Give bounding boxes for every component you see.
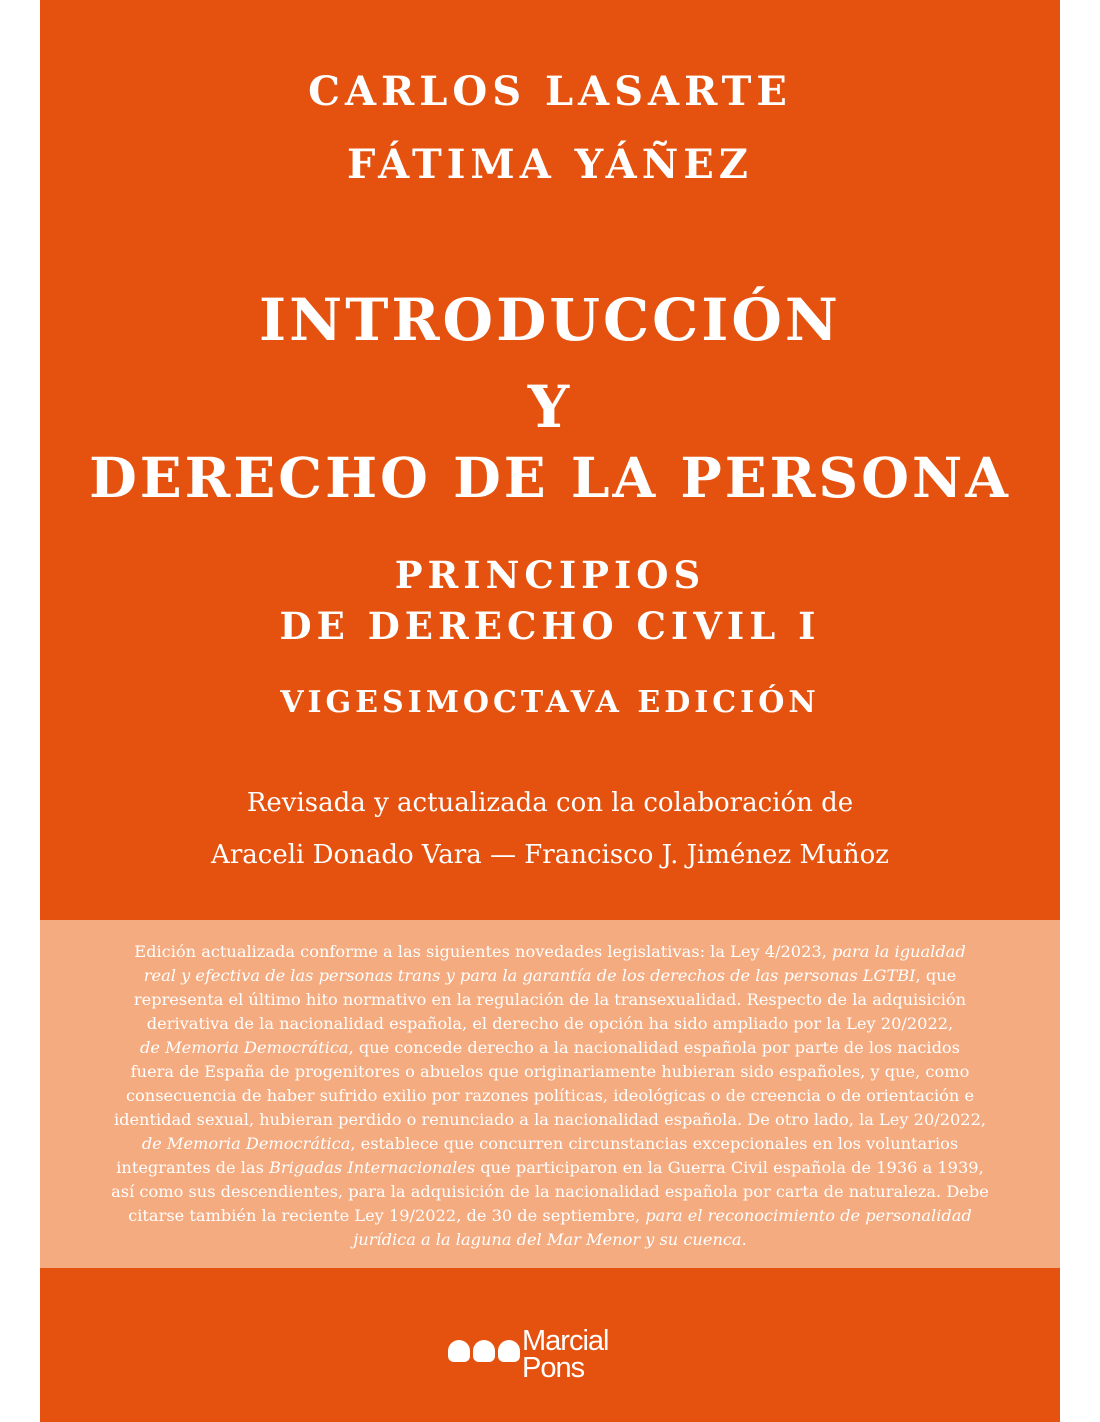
description-italic-run: de Memoria Democrática xyxy=(140,1038,349,1057)
author-name-1: CARLOS LASARTE xyxy=(308,68,792,115)
collaboration-line: Revisada y actualizada con la colaboración de xyxy=(246,788,854,818)
description-line xyxy=(68,1012,1032,1036)
description-run: así como sus descendientes, para la adquisición de la nacionalidad española por carta de naturaleza. Debe xyxy=(111,1182,989,1201)
description-run: , que xyxy=(915,966,957,985)
publisher-name-line-2: Pons xyxy=(522,1352,585,1384)
title-line-1: INTRODUCCIÓN xyxy=(259,286,841,354)
author-name-2: FÁTIMA YÁÑEZ xyxy=(347,141,753,188)
subtitle-line-2: DE DERECHO CIVIL I xyxy=(279,604,821,648)
description-run: , establece que concurren circunstancias excepcionales en los voluntarios xyxy=(350,1134,959,1153)
description-run: identidad sexual, hubieran perdido o renunciado a la nacionalidad española. De otro lado, la Ley 20/2022, xyxy=(113,1110,987,1129)
description-line xyxy=(68,1036,1032,1060)
description-line xyxy=(68,1132,1032,1156)
description-run: representa el último hito normativo en la regulación de la transexualidad. Respecto de la adquisición xyxy=(133,990,967,1009)
description-run: fuera de España de progenitores o abuelos que originariamente hubieran sido españoles, y que, como xyxy=(130,1062,970,1081)
description-run: derivativa de la nacionalidad española, el derecho de opción ha sido ampliado por la Ley 20/2022, xyxy=(146,1014,954,1033)
description-run: que participaron en la Guerra Civil española de 1936 a 1939, xyxy=(475,1158,984,1177)
three-dots-logo-icon xyxy=(448,1340,520,1362)
description-line xyxy=(68,964,1032,988)
description-line xyxy=(68,1180,1032,1204)
description-run: Edición actualizada conforme a las siguientes novedades legislativas: la Ley 4/2023, xyxy=(134,942,832,961)
description-text xyxy=(68,940,1032,1252)
description-italic-run: jurídica a la laguna del Mar Menor y su cuenca xyxy=(353,1230,742,1249)
publisher-name xyxy=(522,1325,609,1384)
collaborators-names: Araceli Donado Vara — Francisco J. Jiménez Muñoz xyxy=(211,840,889,870)
title-line-3: DERECHO DE LA PERSONA xyxy=(89,445,1011,510)
subtitle-line-1: PRINCIPIOS xyxy=(394,553,706,597)
edition-label: VIGESIMOCTAVA EDICIÓN xyxy=(280,685,820,720)
description-run: , que concede derecho a la nacionalidad española por parte de los nacidos xyxy=(348,1038,960,1057)
description-italic-run: de Memoria Democrática xyxy=(141,1134,351,1153)
description-line xyxy=(68,1228,1032,1252)
description-line xyxy=(68,1204,1032,1228)
description-line xyxy=(68,1108,1032,1132)
description-line xyxy=(68,1060,1032,1084)
publisher-name-line-1: Marcial xyxy=(522,1325,609,1357)
description-line xyxy=(68,1156,1032,1180)
title-line-2: Y xyxy=(527,373,573,441)
description-line xyxy=(68,1084,1032,1108)
description-italic-run: para el reconocimiento de personalidad xyxy=(645,1206,972,1225)
description-run: citarse también la reciente Ley 19/2022, de 30 de septiembre, xyxy=(128,1206,646,1225)
description-run: integrantes de las xyxy=(116,1158,270,1177)
description-band xyxy=(40,920,1060,1268)
description-line xyxy=(68,940,1032,964)
description-italic-run: real y efectiva de las personas trans y para la garantía de los derechos de las personas LGTBI xyxy=(143,966,916,985)
description-run: consecuencia de haber sufrido exilio por razones políticas, ideológicas o de creencia o de orientación e xyxy=(125,1086,975,1105)
description-italic-run: Brigadas Internacionales xyxy=(269,1158,476,1177)
description-italic-run: para la igualdad xyxy=(832,942,966,961)
description-run: . xyxy=(741,1230,747,1249)
publisher-logo xyxy=(448,1325,648,1392)
description-line xyxy=(68,988,1032,1012)
book-cover xyxy=(40,0,1060,1422)
